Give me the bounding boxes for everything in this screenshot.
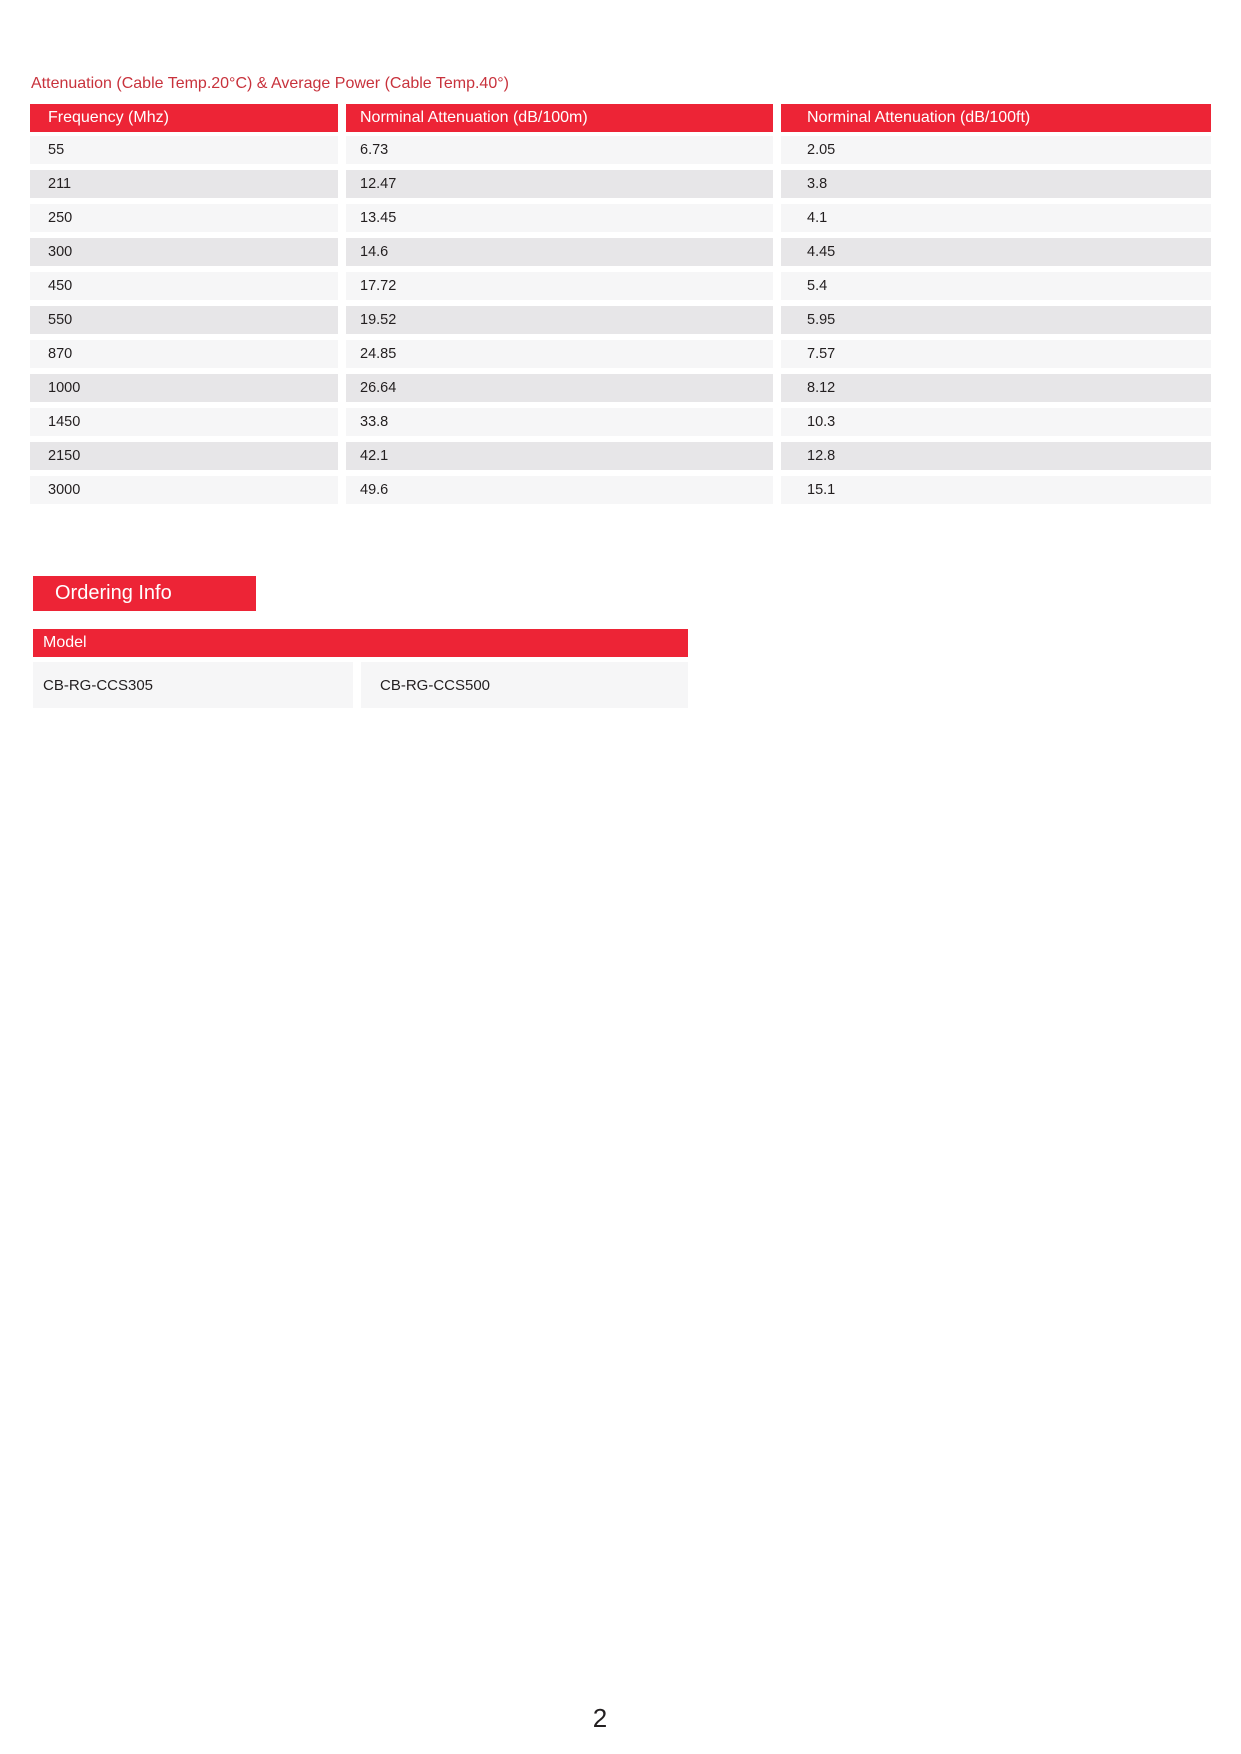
table-row — [30, 170, 1211, 198]
cell-frequency: 250 — [30, 204, 338, 232]
cell-frequency: 550 — [30, 306, 338, 334]
cell-attenuation-100ft: 3.8 — [781, 170, 1211, 198]
header-frequency: Frequency (Mhz) — [30, 104, 338, 132]
cell-attenuation-100ft: 8.12 — [781, 374, 1211, 402]
cell-attenuation-100ft: 7.57 — [781, 340, 1211, 368]
cell-attenuation-100ft: 2.05 — [781, 136, 1211, 164]
cell-attenuation-100m: 49.6 — [346, 476, 773, 504]
page-number: 2 — [592, 1703, 608, 1733]
cell-frequency: 55 — [30, 136, 338, 164]
cell-attenuation-100m: 12.47 — [346, 170, 773, 198]
cell-frequency: 211 — [30, 170, 338, 198]
cell-frequency: 1450 — [30, 408, 338, 436]
header-attenuation-100m: Norminal Attenuation (dB/100m) — [346, 104, 773, 132]
cell-frequency: 3000 — [30, 476, 338, 504]
cell-attenuation-100m: 14.6 — [346, 238, 773, 266]
table-row — [30, 408, 1211, 436]
table-row — [30, 238, 1211, 266]
cell-frequency: 450 — [30, 272, 338, 300]
cell-attenuation-100m: 24.85 — [346, 340, 773, 368]
cell-frequency: 2150 — [30, 442, 338, 470]
table-header-row — [30, 104, 1211, 132]
table-row — [30, 204, 1211, 232]
cell-frequency: 870 — [30, 340, 338, 368]
table-row — [30, 374, 1211, 402]
cell-attenuation-100ft: 12.8 — [781, 442, 1211, 470]
table-row — [30, 340, 1211, 368]
model-cell: CB-RG-CCS305 — [33, 662, 353, 708]
table-row — [30, 136, 1211, 164]
cell-attenuation-100ft: 5.95 — [781, 306, 1211, 334]
cell-attenuation-100ft: 15.1 — [781, 476, 1211, 504]
cell-attenuation-100ft: 4.1 — [781, 204, 1211, 232]
cell-frequency: 1000 — [30, 374, 338, 402]
cell-attenuation-100m: 13.45 — [346, 204, 773, 232]
ordering-info-title: Ordering Info — [33, 576, 256, 611]
cell-attenuation-100ft: 10.3 — [781, 408, 1211, 436]
model-header: Model — [33, 629, 688, 657]
cell-attenuation-100ft: 4.45 — [781, 238, 1211, 266]
table-row — [30, 306, 1211, 334]
table-row — [30, 476, 1211, 504]
cell-attenuation-100m: 6.73 — [346, 136, 773, 164]
header-attenuation-100ft: Norminal Attenuation (dB/100ft) — [781, 104, 1211, 132]
attenuation-title: Attenuation (Cable Temp.20°C) & Average Power (Cable Temp.40°) — [31, 75, 509, 92]
model-cell: CB-RG-CCS500 — [361, 662, 688, 708]
cell-attenuation-100m: 19.52 — [346, 306, 773, 334]
table-row — [30, 442, 1211, 470]
cell-frequency: 300 — [30, 238, 338, 266]
attenuation-table — [30, 104, 1211, 510]
cell-attenuation-100ft: 5.4 — [781, 272, 1211, 300]
table-row — [30, 272, 1211, 300]
cell-attenuation-100m: 17.72 — [346, 272, 773, 300]
cell-attenuation-100m: 42.1 — [346, 442, 773, 470]
cell-attenuation-100m: 33.8 — [346, 408, 773, 436]
cell-attenuation-100m: 26.64 — [346, 374, 773, 402]
model-row — [33, 662, 688, 708]
